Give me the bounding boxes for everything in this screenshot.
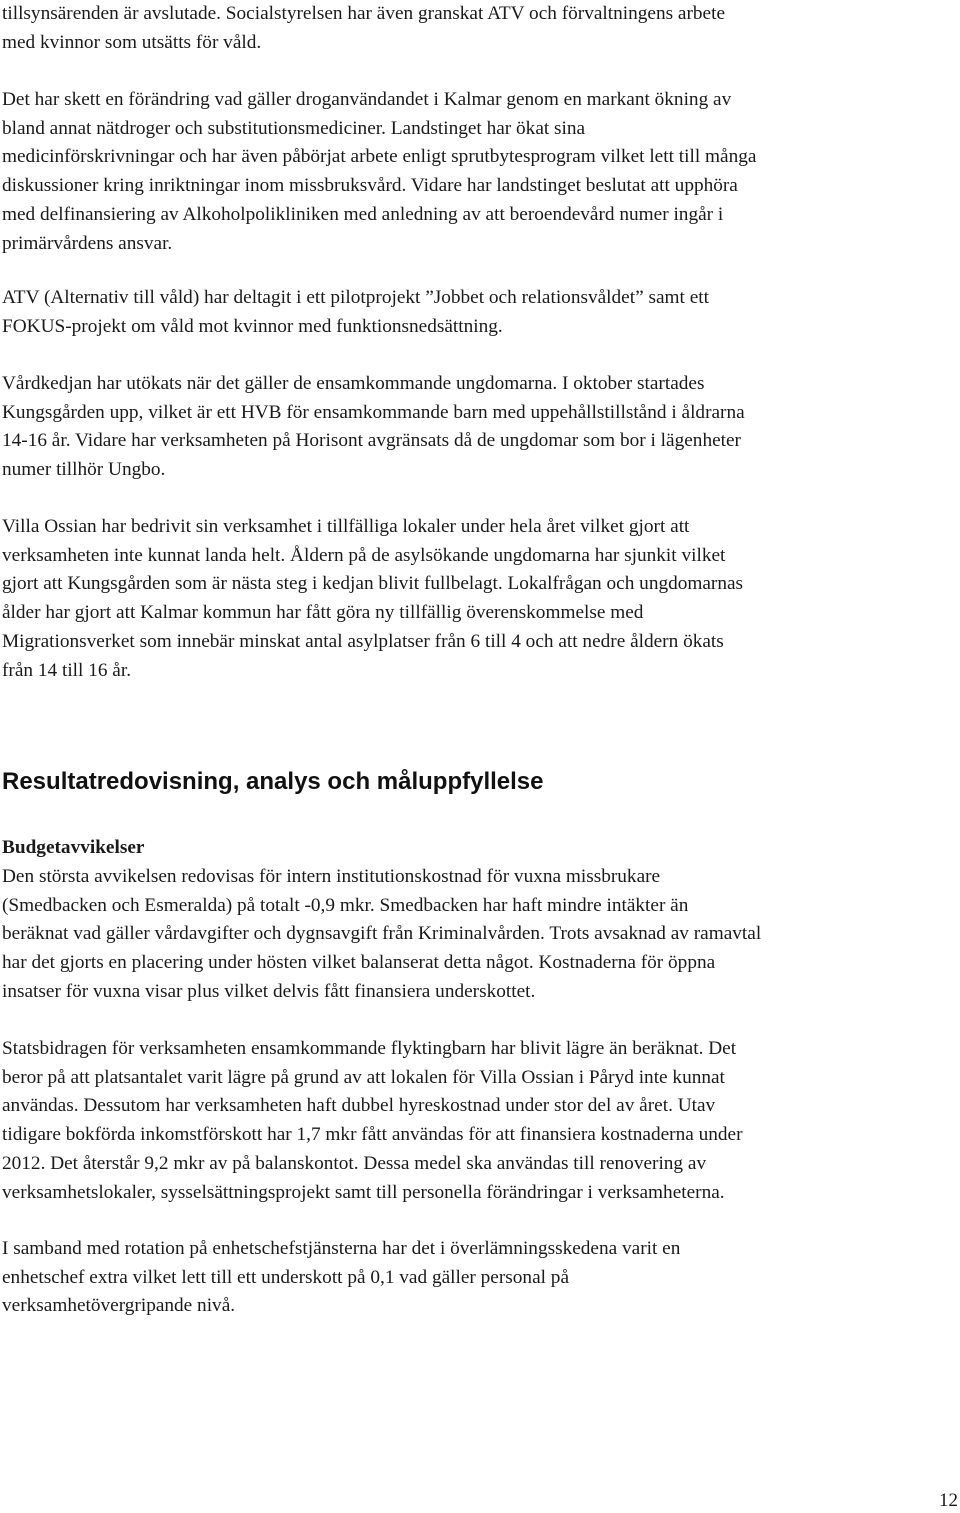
text-line: användas. Dessutom har verksamheten haft dubbel hyreskostnad under stor del av året. Utav	[2, 1095, 716, 1117]
text-line: medicinförskrivningar och har även påbörjat arbete enligt sprutbytesprogram vilket lett till många	[2, 146, 757, 168]
text-line: verksamhetövergripande nivå.	[2, 1295, 236, 1317]
text-line: Migrationsverket som innebär minskat antal asylplatser från 6 till 4 och att nedre åldern ökats	[2, 630, 724, 652]
paragraph-droganvandande	[2, 86, 960, 258]
text-line: (Smedbacken och Esmeralda) på totalt -0,9 mkr. Smedbacken har haft mindre intäkter än	[2, 894, 689, 916]
paragraph-villa-ossian	[2, 513, 960, 685]
text-line: numer tillhör Ungbo.	[2, 459, 166, 481]
text-line: verksamhetslokaler, sysselsättningsprojekt samt till personella förändringar i verksamheterna.	[2, 1181, 725, 1203]
text-line: gjort att Kungsgården som är nästa steg i kedjan blivit fullbelagt. Lokalfrågan och ungdomarnas	[2, 573, 744, 595]
text-line: bland annat nätdroger och substitutionsmediciner. Landstinget har ökat sina	[2, 117, 586, 139]
text-line: ATV (Alternativ till våld) har deltagit i ett pilotprojekt ”Jobbet och relationsvåldet” samt ett	[2, 287, 709, 308]
text-line: med delfinansiering av Alkoholpolikliniken med anledning av att beroendevård numer ingår i	[2, 203, 724, 225]
text-line: Villa Ossian har bedrivit sin verksamhet i tillfälliga lokaler under hela året vilket gjort att	[2, 516, 690, 537]
text-line: tidigare bokförda inkomstförskott har 1,7 mkr fått användas för att finansiera kostnaderna under	[2, 1124, 743, 1146]
paragraph-tillsyn	[2, 0, 960, 57]
paragraph-avvikelse	[2, 863, 960, 1007]
subheading-budgetavvikelser: Budgetavvikelser	[2, 837, 145, 858]
text-line: verksamheten inte kunnat landa helt. Åldern på de asylsökande ungdomarna har sjunkit vilket	[2, 544, 726, 566]
text-line: diskussioner kring inriktningar inom missbruksvård. Vidare har landstinget beslutat att upphöra	[2, 175, 738, 197]
paragraph-atv	[2, 284, 960, 341]
text-line: enhetschef extra vilket lett till ett underskott på 0,1 vad gäller personal på	[2, 1266, 569, 1288]
paragraph-vardkedjan	[2, 370, 960, 485]
paragraph-statsbidrag	[2, 1035, 960, 1207]
text-line: FOKUS-projekt om våld mot kvinnor med funktionsnedsättning.	[2, 315, 503, 337]
text-line: Vårdkedjan har utökats när det gäller de ensamkommande ungdomarna. I oktober startades	[2, 373, 705, 394]
text-line: 14-16 år. Vidare har verksamheten på Horisont avgränsats då de ungdomar som bor i lägenheter	[2, 430, 741, 452]
text-line: I samband med rotation på enhetschefstjänsterna har det i överlämningsskedena varit en	[2, 1238, 681, 1259]
text-line: Kungsgården upp, vilket är ett HVB för ensamkommande barn med uppehållstillstånd i åldrarna	[2, 401, 745, 423]
text-line: beräknat vad gäller vårdavgifter och dygnsavgift från Kriminalvården. Trots avsaknad av ramavtal	[2, 923, 762, 945]
text-line: beror på att platsantalet varit lägre på grund av att lokalen för Villa Ossian i Påryd inte kunnat	[2, 1066, 725, 1088]
text-line: 2012. Det återstår 9,2 mkr av på balanskontot. Dessa medel ska användas till renovering av	[2, 1152, 707, 1174]
paragraph-rotation	[2, 1235, 960, 1321]
text-line: insatser för vuxna visar plus vilket delvis fått finansiera underskottet.	[2, 980, 536, 1002]
text-line: med kvinnor som utsätts för våld.	[2, 31, 262, 53]
text-line: Den största avvikelsen redovisas för intern institutionskostnad för vuxna missbrukare	[2, 866, 661, 887]
text-line: tillsynsärenden är avslutade. Socialstyrelsen har även granskat ATV och förvaltningens arbete	[2, 3, 725, 24]
page-number: 12	[939, 1490, 958, 1511]
text-line: primärvårdens ansvar.	[2, 232, 173, 254]
text-line: Statsbidragen för verksamheten ensamkommande flyktingbarn har blivit lägre än beräknat. Det	[2, 1038, 737, 1059]
text-line: ålder har gjort att Kalmar kommun har fått göra ny tillfällig överenskommelse med	[2, 602, 644, 624]
text-line: har det gjorts en placering under hösten vilket balanserat detta något. Kostnaderna för öppna	[2, 952, 716, 974]
section-heading: Resultatredovisning, analys och måluppfyllelse	[2, 768, 544, 795]
text-line: från 14 till 16 år.	[2, 659, 132, 681]
text-line: Det har skett en förändring vad gäller droganvändandet i Kalmar genom en markant ökning av	[2, 89, 732, 110]
